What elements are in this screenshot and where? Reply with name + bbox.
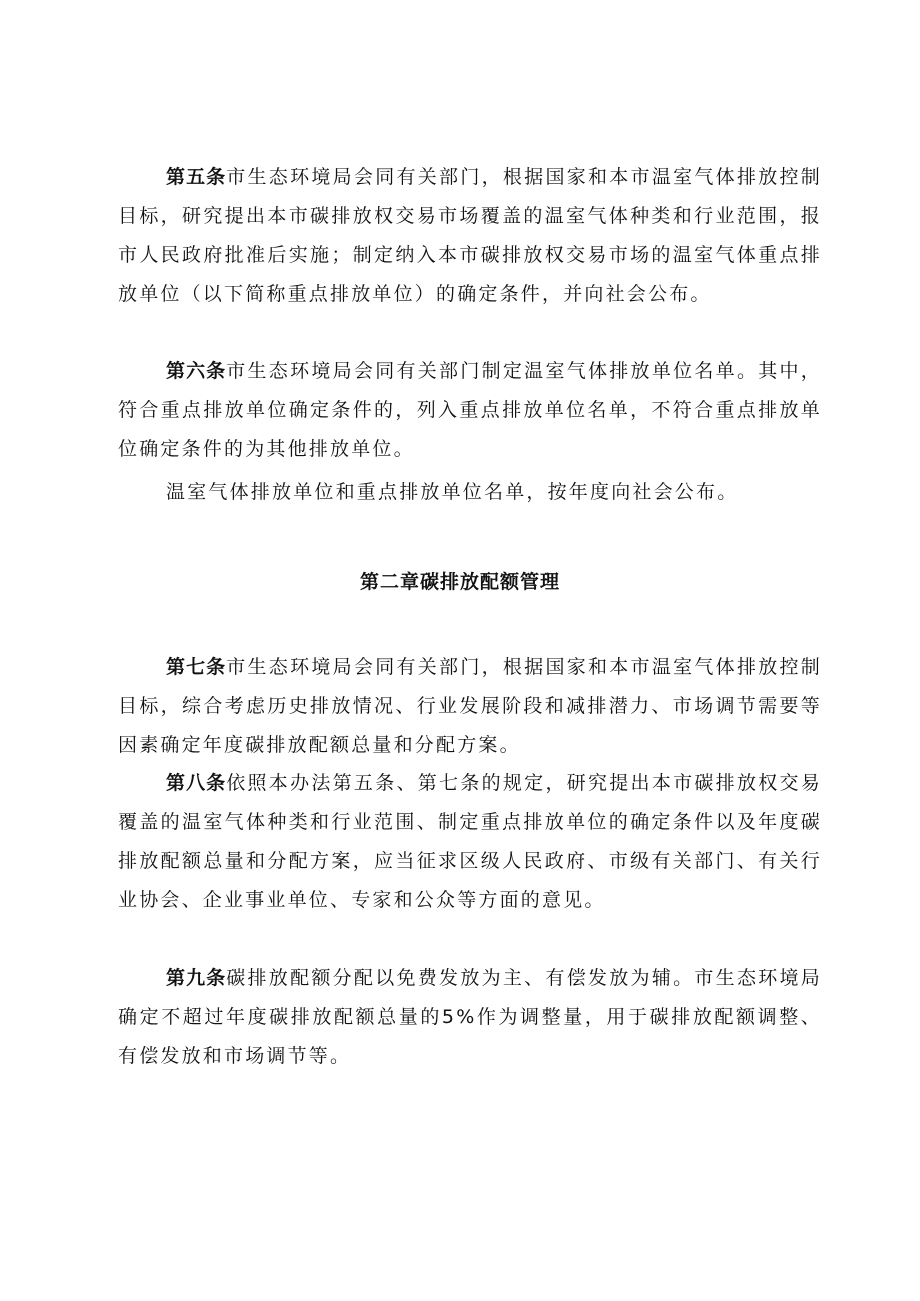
article-7-text: 市生态环境局会同有关部门，根据国家和本市温室气体排放控制目标，综合考虑历史排放情况、行业发展阶段和减排潜力、市场调节需要等因素确定年度碳排放配额总量和分配方案。 (118, 656, 822, 756)
article-8-text: 依照本办法第五条、第七条的规定，研究提出本市碳排放权交易覆盖的温室气体种类和行业范围、制定重点排放单位的确定条件以及年度碳排放配额总量和分配方案，应当征求区级人民政府、市级有关部门、有关行业协会、企业事业单位、专家和公众等方面的意见。 (118, 772, 822, 911)
article-6-text: 市生态环境局会同有关部门制定温室气体排放单位名单。其中，符合重点排放单位确定条件的，列入重点排放单位名单，不符合重点排放单位确定条件的为其他排放单位。 (118, 360, 822, 460)
article-5-paragraph (118, 158, 822, 314)
article-5-label: 第五条 (166, 166, 227, 188)
article-6-label: 第六条 (166, 360, 227, 382)
article-6-paragraph (118, 352, 822, 469)
article-8-label: 第八条 (166, 772, 227, 794)
article-9-paragraph (118, 959, 822, 1076)
article-7-paragraph (118, 648, 822, 765)
article-9-text: 碳排放配额分配以免费发放为主、有偿发放为辅。市生态环境局确定不超过年度碳排放配额总量的5%作为调整量，用于碳排放配额调整、有偿发放和市场调节等。 (118, 967, 822, 1067)
name-list-paragraph (118, 473, 822, 512)
article-8-paragraph (118, 764, 822, 920)
article-7-label: 第七条 (166, 656, 227, 678)
article-9-label: 第九条 (166, 967, 227, 989)
article-5-text: 市生态环境局会同有关部门，根据国家和本市温室气体排放控制目标，研究提出本市碳排放权交易市场覆盖的温室气体种类和行业范围，报市人民政府批准后实施；制定纳入本市碳排放权交易市场的温室气体重点排放单位（以下简称重点排放单位）的确定条件，并向社会公布。 (118, 166, 822, 305)
name-list-text: 温室气体排放单位和重点排放单位名单，按年度向社会公布。 (166, 481, 739, 503)
chapter-title: 第二章碳排放配额管理 (359, 571, 560, 593)
